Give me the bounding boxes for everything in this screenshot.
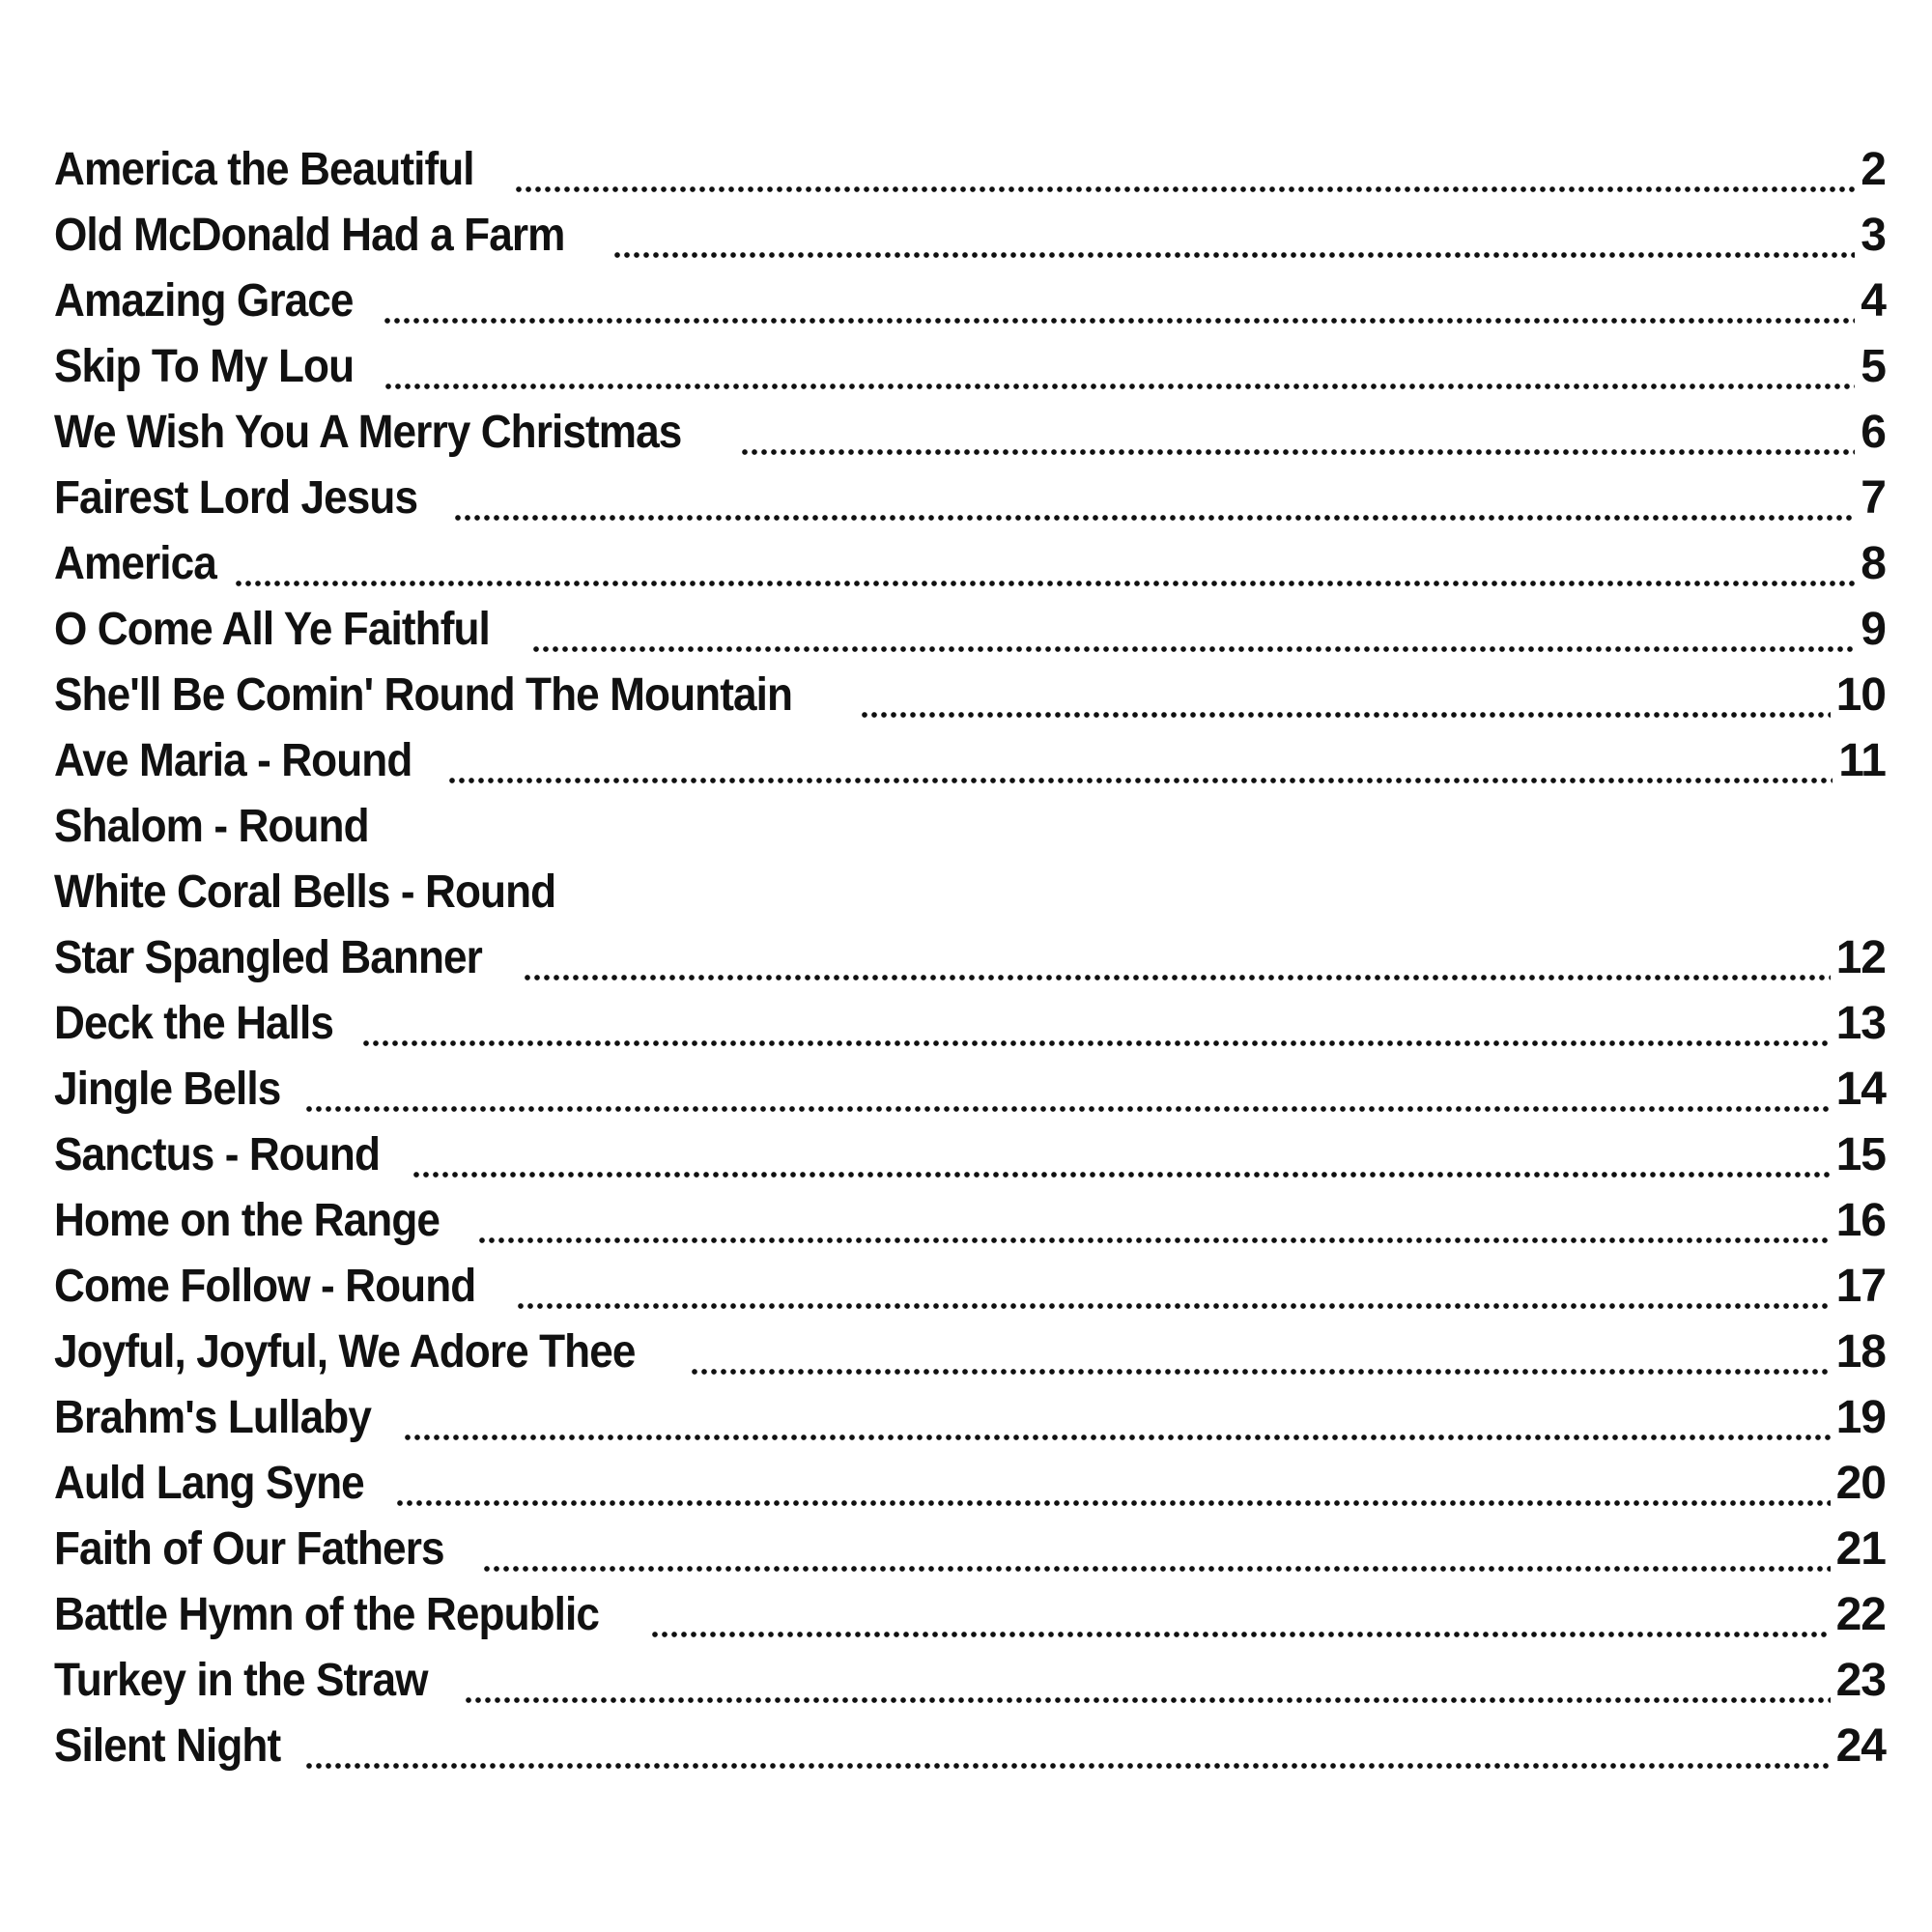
toc-entry bbox=[54, 1128, 1886, 1194]
toc-entry-title: Come Follow - Round bbox=[54, 1261, 476, 1312]
dot-leader bbox=[860, 710, 1830, 720]
toc-entry-page: 5 bbox=[1861, 341, 1886, 392]
toc-entry-title: America bbox=[54, 538, 216, 589]
toc-entry-page: 20 bbox=[1835, 1458, 1886, 1509]
toc-entry-page: 22 bbox=[1835, 1589, 1886, 1640]
toc-entry-title: Skip To My Lou bbox=[54, 341, 355, 392]
toc-entry-page: 12 bbox=[1835, 932, 1886, 983]
toc-entry-title: Old McDonald Had a Farm bbox=[54, 210, 565, 261]
dot-leader bbox=[531, 644, 1855, 654]
dot-leader bbox=[477, 1236, 1831, 1245]
toc-entry-page: 24 bbox=[1835, 1720, 1886, 1772]
toc-entry-title: America the Beautiful bbox=[54, 144, 474, 195]
toc-entry-title: Home on the Range bbox=[54, 1195, 440, 1246]
dot-leader bbox=[516, 1301, 1830, 1311]
dot-leader bbox=[740, 447, 1855, 457]
toc-entry-title: White Coral Bells - Round bbox=[54, 867, 556, 918]
toc-entry bbox=[54, 800, 1886, 866]
toc-entry bbox=[54, 406, 1886, 471]
dot-leader bbox=[650, 1630, 1831, 1639]
toc-entry-title: Fairest Lord Jesus bbox=[54, 472, 418, 524]
table-of-contents bbox=[54, 143, 1886, 1785]
toc-entry-title: Faith of Our Fathers bbox=[54, 1523, 444, 1575]
toc-entry-page: 4 bbox=[1861, 275, 1886, 327]
toc-entry-page: 2 bbox=[1861, 144, 1886, 195]
toc-entry-title: Silent Night bbox=[54, 1720, 281, 1772]
toc-entry-title: Sanctus - Round bbox=[54, 1129, 381, 1180]
toc-entry-page: 10 bbox=[1835, 669, 1886, 721]
dot-leader bbox=[690, 1367, 1831, 1377]
dot-leader bbox=[403, 1433, 1831, 1442]
dot-leader bbox=[383, 316, 1855, 326]
toc-entry-title: Star Spangled Banner bbox=[54, 932, 482, 983]
toc-entry-title: We Wish You A Merry Christmas bbox=[54, 407, 682, 458]
toc-entry bbox=[54, 997, 1886, 1063]
toc-entry-page: 19 bbox=[1835, 1392, 1886, 1443]
dot-leader bbox=[234, 579, 1855, 588]
toc-entry-title: Auld Lang Syne bbox=[54, 1458, 364, 1509]
dot-leader bbox=[453, 513, 1855, 523]
dot-leader bbox=[384, 382, 1855, 391]
toc-entry-page: 14 bbox=[1835, 1064, 1886, 1115]
toc-entry-page: 15 bbox=[1835, 1129, 1886, 1180]
toc-entry-title: Turkey in the Straw bbox=[54, 1655, 428, 1706]
dot-leader bbox=[395, 1498, 1831, 1508]
toc-entry-title: Joyful, Joyful, We Adore Thee bbox=[54, 1326, 636, 1378]
toc-entry bbox=[54, 1325, 1886, 1391]
toc-entry-page: 18 bbox=[1835, 1326, 1886, 1378]
dot-leader bbox=[304, 1104, 1831, 1114]
toc-entry-page: 3 bbox=[1861, 210, 1886, 261]
toc-entry-title: Battle Hymn of the Republic bbox=[54, 1589, 600, 1640]
toc-entry-page: 13 bbox=[1835, 998, 1886, 1049]
dot-leader bbox=[464, 1695, 1830, 1705]
toc-entry-title: Deck the Halls bbox=[54, 998, 334, 1049]
dot-leader bbox=[612, 250, 1855, 260]
toc-entry bbox=[54, 931, 1886, 997]
toc-entry-page: 6 bbox=[1861, 407, 1886, 458]
toc-entry bbox=[54, 1457, 1886, 1522]
toc-entry-page: 9 bbox=[1861, 604, 1886, 655]
toc-entry bbox=[54, 603, 1886, 668]
dot-leader bbox=[514, 185, 1855, 194]
toc-entry bbox=[54, 1719, 1886, 1785]
dot-leader bbox=[447, 776, 1833, 785]
toc-entry-title: Brahm's Lullaby bbox=[54, 1392, 371, 1443]
toc-entry bbox=[54, 209, 1886, 274]
dot-leader bbox=[523, 973, 1830, 982]
toc-entry-title: Amazing Grace bbox=[54, 275, 354, 327]
toc-entry bbox=[54, 668, 1886, 734]
toc-entry bbox=[54, 274, 1886, 340]
toc-entry-page: 21 bbox=[1835, 1523, 1886, 1575]
toc-entry-title: Jingle Bells bbox=[54, 1064, 281, 1115]
toc-entry bbox=[54, 734, 1886, 800]
toc-entry bbox=[54, 537, 1886, 603]
dot-leader bbox=[482, 1564, 1831, 1574]
toc-entry-page: 8 bbox=[1861, 538, 1886, 589]
toc-entry-page: 7 bbox=[1861, 472, 1886, 524]
toc-entry bbox=[54, 1654, 1886, 1719]
toc-entry bbox=[54, 1522, 1886, 1588]
toc-entry-page: 11 bbox=[1838, 735, 1886, 786]
toc-entry-page: 23 bbox=[1835, 1655, 1886, 1706]
toc-entry-page: 16 bbox=[1835, 1195, 1886, 1246]
toc-entry-page: 17 bbox=[1835, 1261, 1886, 1312]
toc-entry bbox=[54, 340, 1886, 406]
toc-entry bbox=[54, 1260, 1886, 1325]
toc-entry-title: Shalom - Round bbox=[54, 801, 369, 852]
toc-entry bbox=[54, 1063, 1886, 1128]
toc-entry-title: She'll Be Comin' Round The Mountain bbox=[54, 669, 793, 721]
toc-entry bbox=[54, 1391, 1886, 1457]
dot-leader bbox=[304, 1761, 1831, 1771]
toc-entry-title: O Come All Ye Faithful bbox=[54, 604, 490, 655]
toc-entry bbox=[54, 1194, 1886, 1260]
toc-entry bbox=[54, 143, 1886, 209]
toc-entry bbox=[54, 866, 1886, 931]
toc-entry-title: Ave Maria - Round bbox=[54, 735, 412, 786]
dot-leader bbox=[361, 1038, 1830, 1048]
toc-entry bbox=[54, 1588, 1886, 1654]
dot-leader bbox=[412, 1170, 1830, 1179]
toc-entry bbox=[54, 471, 1886, 537]
